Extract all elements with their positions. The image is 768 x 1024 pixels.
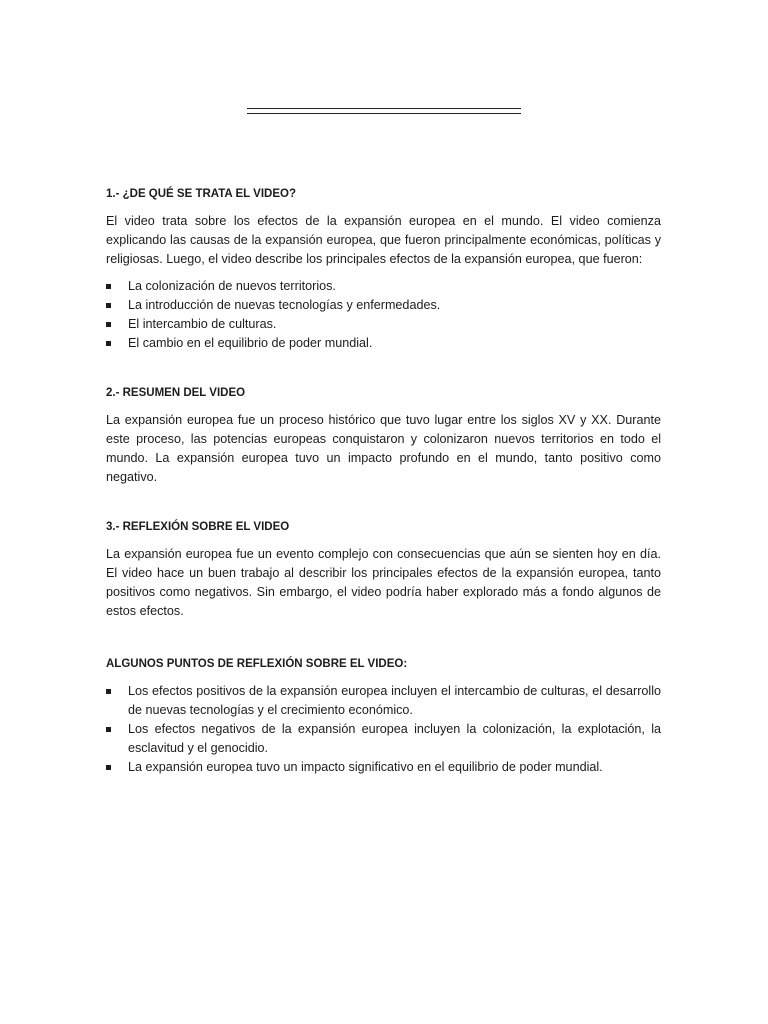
- reflection-points-bullet-list: [106, 682, 661, 777]
- section-paragraph-que-trata: El video trata sobre los efectos de la expansión europea en el mundo. El video comienza explicando las causas de la expansión europea, que fueron principalmente económicas, políticas y religiosas. Luego, el video describe los principales efectos de la expansión europea, que fueron:: [106, 214, 661, 266]
- list-item: [106, 758, 661, 777]
- section-paragraph-reflexion: La expansión europea fue un evento complejo con consecuencias que aún se sienten hoy en día. El video hace un buen trabajo al describir los principales efectos de la expansión europea, tanto positivos como negativos. Sin embargo, el video podría haber explorado más a fondo algunos de estos efectos.: [106, 547, 661, 618]
- list-item: [106, 296, 661, 315]
- square-bullet-icon: [106, 303, 111, 308]
- list-item: [106, 720, 661, 758]
- square-bullet-icon: [106, 689, 111, 694]
- section-paragraph-resumen: La expansión europea fue un proceso histórico que tuvo lugar entre los siglos XV y XX. Durante este proceso, las potencias europeas conquistaron y colonizaron nuevos territorios en todo el mundo. La expansión europea tuvo un impacto profundo en el mundo, tanto positivo como negativo.: [106, 413, 661, 484]
- section-heading-que-trata: 1.- ¿DE QUÉ SE TRATA EL VIDEO?: [106, 188, 296, 200]
- list-item-text: Los efectos positivos de la expansión europea incluyen el intercambio de culturas, el desarrollo de nuevas tecnologías y el crecimiento económico.: [128, 684, 661, 717]
- square-bullet-icon: [106, 727, 111, 732]
- section-heading-puntos-reflexion: ALGUNOS PUNTOS DE REFLEXIÓN SOBRE EL VIDEO:: [106, 658, 408, 670]
- list-item-text: El cambio en el equilibrio de poder mundial.: [128, 336, 373, 350]
- list-item: [106, 277, 661, 296]
- double-rule-divider: [247, 108, 521, 114]
- square-bullet-icon: [106, 341, 111, 346]
- section-heading-resumen: 2.- RESUMEN DEL VIDEO: [106, 387, 246, 399]
- list-item-text: La colonización de nuevos territorios.: [128, 279, 336, 293]
- list-item: [106, 682, 661, 720]
- square-bullet-icon: [106, 765, 111, 770]
- list-item: [106, 334, 661, 353]
- list-item-text: La expansión europea tuvo un impacto significativo en el equilibrio de poder mundial.: [128, 760, 603, 774]
- list-item-text: Los efectos negativos de la expansión europea incluyen la colonización, la explotación, la esclavitud y el genocidio.: [128, 722, 661, 755]
- section-heading-reflexion: 3.- REFLEXIÓN SOBRE EL VIDEO: [106, 521, 290, 533]
- effects-bullet-list: [106, 277, 661, 353]
- square-bullet-icon: [106, 284, 111, 289]
- list-item-text: La introducción de nuevas tecnologías y enfermedades.: [128, 298, 441, 312]
- list-item-text: El intercambio de culturas.: [128, 317, 277, 331]
- list-item: [106, 315, 661, 334]
- square-bullet-icon: [106, 322, 111, 327]
- document-body: [106, 186, 661, 777]
